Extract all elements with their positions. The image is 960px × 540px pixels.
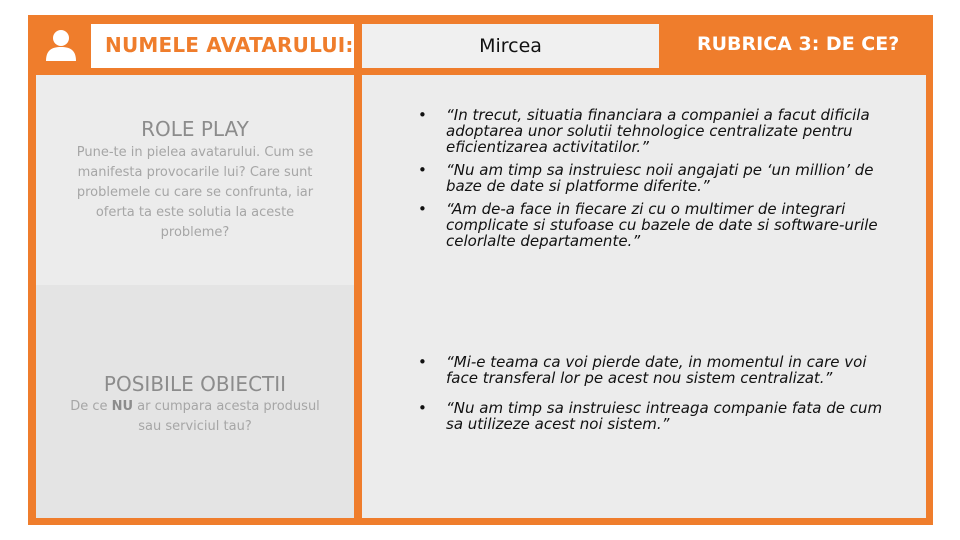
objections-title: POSIBILE OBIECTII: [103, 372, 287, 396]
role-play-title: ROLE PLAY: [141, 117, 249, 141]
role-play-quotes-panel: [362, 75, 926, 285]
avatar-name-label: NUMELE AVATARULUI:: [105, 33, 354, 57]
avatar-name-field: [362, 24, 659, 68]
role-play-quotes-list: [418, 107, 888, 249]
objections-description-emphasis: NU: [111, 399, 134, 414]
objections-quotes-list: [418, 354, 888, 432]
user-icon: [44, 28, 78, 62]
list-item: • “Nu am timp sa instruiesc intreaga companie fata de cum sa utilizeze acest noi sistem.”: [418, 400, 888, 432]
rubric-title: RUBRICA 3: DE CE?: [697, 33, 900, 55]
avatar-name-value: Mircea: [479, 35, 542, 57]
list-item: • “Nu am timp sa instruiesc noii angajati pe ‘un million’ de baze de date si platforme diferite.”: [418, 162, 888, 194]
objections-quotes-panel: [362, 285, 926, 518]
objections-description: De ce NU ar cumpara acesta produsul sau serviciul tau?: [70, 399, 320, 434]
avatar-name-label-box: [91, 24, 354, 68]
list-item: • “In trecut, situatia financiara a companiei a facut dificila adoptarea unor solutii tehnologice centralizate pentru eficientizarea activitatilor.”: [418, 107, 888, 155]
list-item: • “Mi-e teama ca voi pierde date, in momentul in care voi face transferal lor pe acest nou sistem centralizat.”: [418, 354, 888, 386]
list-item: • “Am de-a face in fiecare zi cu o multimer de integrari complicate si stufoase cu bazele de date si software-urile celorlalte departamente.”: [418, 201, 888, 249]
role-play-panel: [36, 75, 354, 285]
role-play-description: Pune-te in pielea avatarului. Cum se manifesta provocarile lui? Care sunt problemele cu care se confrunta, iar oferta ta este solutia la aceste probleme?: [76, 145, 314, 240]
objections-panel: [36, 285, 354, 518]
